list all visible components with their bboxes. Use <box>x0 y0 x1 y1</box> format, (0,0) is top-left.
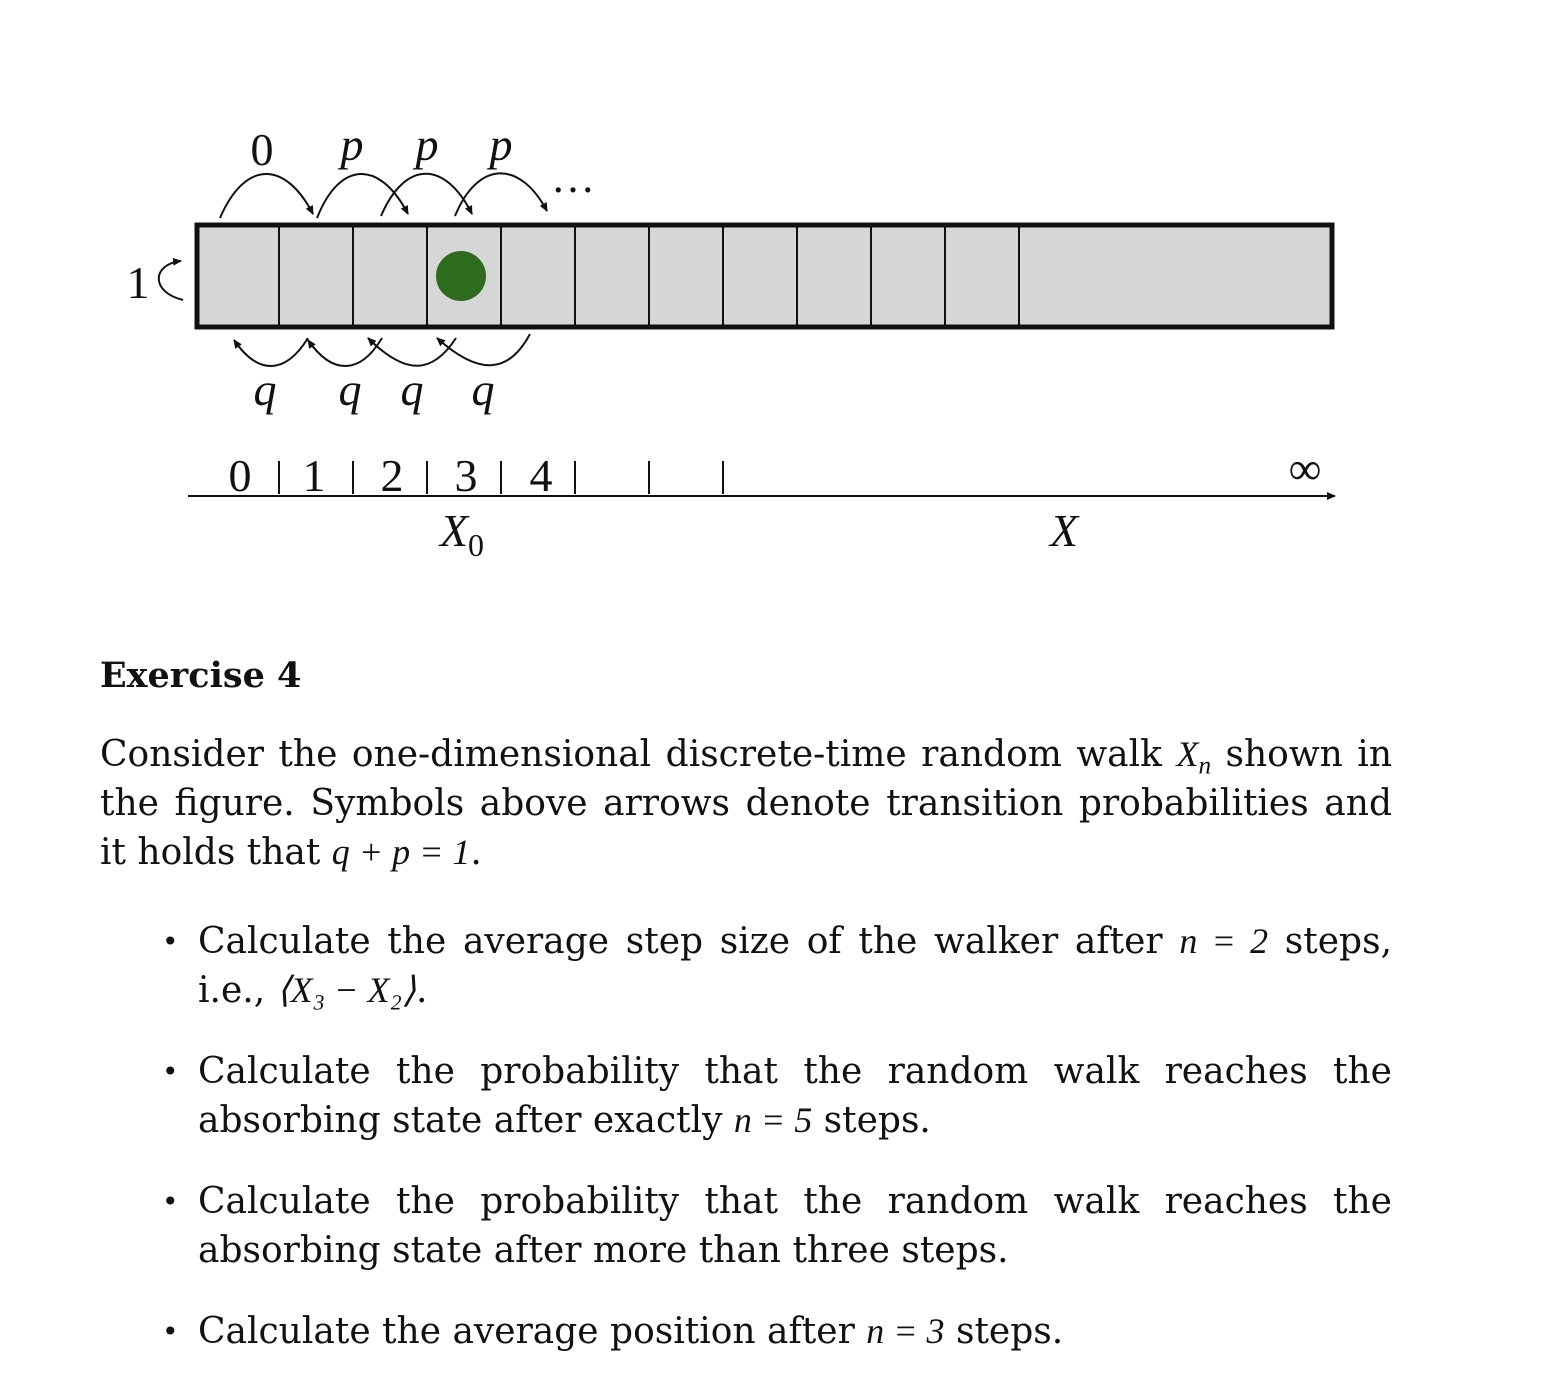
top-label-0: 0 <box>250 124 274 175</box>
bullet-icon: • <box>162 925 179 958</box>
walker-dot <box>436 251 486 301</box>
intro-text: shown in the figure. Symbols above arrows denote transition probabilities and it holds that <box>100 734 1392 873</box>
top-label-p: p <box>415 119 439 170</box>
top-label-p: p <box>489 119 513 170</box>
axis-tick-label: 4 <box>529 450 553 501</box>
probability-equation: q + p = 1 <box>331 832 471 872</box>
top-label-p: p <box>340 119 364 170</box>
random-walk-figure <box>0 0 1566 600</box>
list-item: • Calculate the probability that the random walk reaches the absorbing state after more than three steps. <box>100 1177 1392 1275</box>
exercise-intro <box>100 730 1392 877</box>
list-item: • Calculate the average position after n = 3 steps. <box>100 1307 1392 1356</box>
self-loop-arrow <box>159 261 183 300</box>
bullet-icon: • <box>162 1315 179 1348</box>
intro-text: . <box>470 832 482 873</box>
axis-tick-label: 3 <box>454 450 478 501</box>
bottom-label-q: q <box>253 364 277 415</box>
forward-arrow <box>317 174 408 218</box>
axis-label: X <box>1049 505 1079 556</box>
axis-tick-label: 0 <box>228 450 252 501</box>
intro-text: Consider the one-dimensional discrete-time random walk <box>100 734 1177 775</box>
backward-arrow <box>437 334 530 365</box>
backward-arcs <box>234 334 530 366</box>
forward-arrow <box>220 174 313 218</box>
axis-tick-label: 2 <box>380 450 404 501</box>
bullet-icon: • <box>162 1185 179 1218</box>
initial-position-label: $X_0$ <box>439 505 485 563</box>
axis-infinity-label: ∞ <box>1288 443 1322 494</box>
exercise-heading: Exercise 4 <box>100 655 302 696</box>
exercise-section <box>100 655 1392 1388</box>
task-list <box>100 917 1392 1356</box>
axis-tick-marks <box>279 461 723 494</box>
bottom-label-q: q <box>400 364 424 415</box>
axis-tick-label: 1 <box>302 450 326 501</box>
bottom-label-q: q <box>338 364 362 415</box>
list-item: • Calculate the average step size of the walker after n = 2 steps, i.e., ⟨X₃ − X₂⟩. <box>100 917 1392 1015</box>
bullet-icon: • <box>162 1055 179 1088</box>
backward-arrow <box>234 338 308 366</box>
self-loop-label: 1 <box>126 257 150 308</box>
forward-arcs <box>220 173 547 218</box>
ellipsis: … <box>551 153 595 202</box>
list-item: • Calculate the probability that the random walk reaches the absorbing state after exactly n = 5 steps. <box>100 1047 1392 1145</box>
random-walk-variable: $X_n$ <box>1176 734 1212 780</box>
bottom-label-q: q <box>471 364 495 415</box>
lattice-track <box>197 225 1332 327</box>
